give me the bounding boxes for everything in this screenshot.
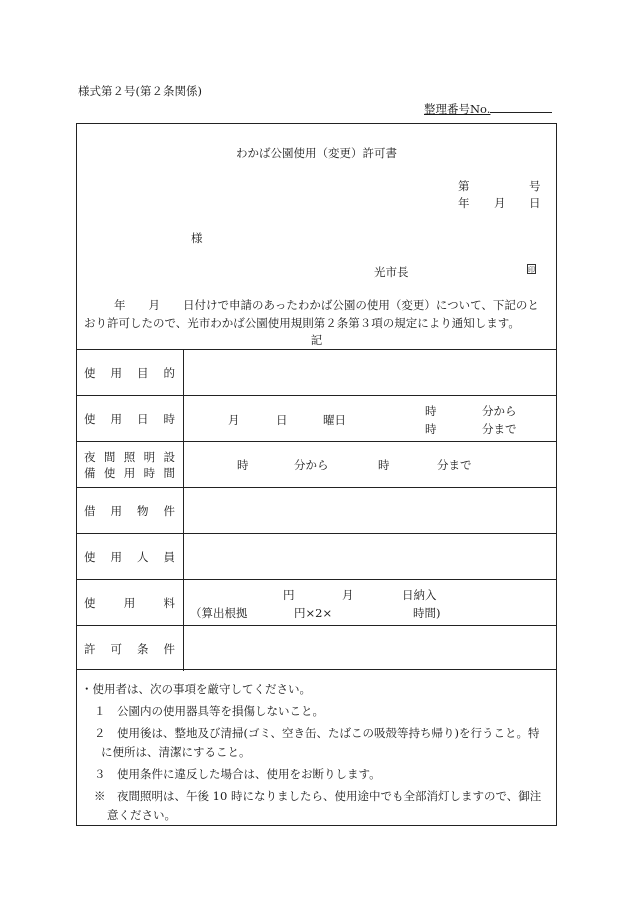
issuer-name: 光市長 xyxy=(374,265,409,279)
fee-payment-day: 日納入 xyxy=(402,588,437,602)
value-rental-items xyxy=(184,488,557,534)
label-char: 使 xyxy=(84,549,96,564)
label-char: 間 xyxy=(103,449,116,464)
label-char: 用 xyxy=(110,365,122,380)
value-night-lighting xyxy=(184,442,557,488)
seal-stamp-icon: 印 xyxy=(528,266,535,274)
ki-heading: 記 xyxy=(310,333,323,347)
label-char: 明 xyxy=(143,449,156,464)
label-rental-items xyxy=(77,488,184,534)
fee-month: 月 xyxy=(342,588,354,602)
label-char: 使 xyxy=(84,365,96,380)
row-night-lighting xyxy=(77,442,556,488)
value-purpose xyxy=(184,350,557,396)
label-char: 使 xyxy=(84,411,96,426)
body-line-1: 年 月 日付けで申請のあったわかば公園の使用（変更）について、下記のと xyxy=(114,298,539,312)
row-rental-items xyxy=(77,488,556,534)
night-end-hour: 時 xyxy=(378,458,390,472)
row-conditions xyxy=(77,626,556,672)
label-char: 件 xyxy=(163,503,175,518)
label-char: 料 xyxy=(163,595,175,610)
reference-number xyxy=(424,101,552,117)
label-char: 物 xyxy=(137,503,149,518)
note-4-line-1: ※ 夜間照明は、午後 10 時になりましたら、使用途中でも全部消灯しますので、御注 xyxy=(94,789,542,803)
datetime-start-hour: 時 xyxy=(425,404,437,418)
datetime-start-minute: 分から xyxy=(482,404,517,418)
row-purpose xyxy=(77,350,556,396)
permit-number-suffix: 号 xyxy=(529,179,541,193)
label-conditions xyxy=(77,626,184,672)
label-char: 使 xyxy=(84,595,96,610)
label-char: 間 xyxy=(163,465,175,480)
label-users xyxy=(77,534,184,580)
label-datetime xyxy=(77,396,184,442)
row-users xyxy=(77,534,556,580)
label-char: 用 xyxy=(110,503,122,518)
note-2-line-1: ２ 使用後は、整地及び清掃(ゴミ、空き缶、たばこの吸殻等持ち帰り)を行うこと。特 xyxy=(94,726,540,740)
night-start-hour: 時 xyxy=(237,458,249,472)
fee-yen: 円 xyxy=(283,588,295,602)
row-fee xyxy=(77,580,556,626)
issue-date-month: 月 xyxy=(494,196,506,210)
value-users xyxy=(184,534,557,580)
document-title: わかば公園使用（変更）許可書 xyxy=(236,146,397,160)
label-char: 人 xyxy=(137,549,149,564)
note-3: ３ 使用条件に違反した場合は、使用をお断りします。 xyxy=(94,767,381,781)
addressee-honorific: 様 xyxy=(191,231,203,245)
body-line-2: おり許可したので、光市わかば公園使用規則第２条第３項の規定により通知します。 xyxy=(84,316,520,330)
label-char: 用 xyxy=(110,549,122,564)
label-fee xyxy=(77,580,184,626)
label-night-lighting xyxy=(77,442,184,488)
value-conditions xyxy=(184,626,557,672)
datetime-end-hour: 時 xyxy=(425,422,437,436)
row-datetime xyxy=(77,396,556,442)
issue-date-year: 年 xyxy=(458,196,470,210)
night-end-minute: 分まで xyxy=(437,458,472,472)
label-char: 用 xyxy=(110,411,122,426)
label-char: 条 xyxy=(137,641,149,656)
label-char: 夜 xyxy=(84,449,96,464)
note-2-line-2: に便所は、清潔にすること。 xyxy=(101,745,251,759)
night-start-minute: 分から xyxy=(294,458,329,472)
form-number-label: 様式第２号(第２条関係) xyxy=(78,84,202,98)
label-char: 使 xyxy=(103,465,116,480)
permit-details-table xyxy=(77,349,556,671)
datetime-day: 日 xyxy=(276,413,288,427)
value-datetime xyxy=(184,396,557,442)
permit-form xyxy=(76,123,557,826)
body-text xyxy=(84,296,552,332)
label-purpose xyxy=(77,350,184,396)
label-char: 借 xyxy=(84,503,96,518)
label-char: 用 xyxy=(123,465,136,480)
fee-basis-open: （算出根拠 xyxy=(190,606,248,620)
note-1: １ 公園内の使用器具等を損傷しないこと。 xyxy=(94,704,324,718)
datetime-end-minute: 分まで xyxy=(482,422,517,436)
label-char: 目 xyxy=(137,365,149,380)
permit-number-prefix: 第 xyxy=(458,179,470,193)
label-char: 時 xyxy=(163,411,175,426)
label-char: 員 xyxy=(163,549,175,564)
fee-basis-formula: 円×2× xyxy=(294,606,333,620)
label-char: 許 xyxy=(84,641,96,656)
issue-date-day: 日 xyxy=(529,196,541,210)
label-char: 的 xyxy=(163,365,175,380)
datetime-month: 月 xyxy=(228,413,240,427)
note-intro: ・使用者は、次の事項を厳守してください。 xyxy=(81,682,311,696)
note-4-line-2: 意ください。 xyxy=(107,808,176,822)
usage-notes xyxy=(77,669,556,822)
label-char: 設 xyxy=(163,449,175,464)
label-char: 備 xyxy=(84,465,96,480)
reference-number-label: 整理番号No. xyxy=(424,102,491,116)
label-char: 可 xyxy=(110,641,122,656)
datetime-weekday: 曜日 xyxy=(323,413,346,427)
label-char: 時 xyxy=(143,465,156,480)
fee-basis-hours: 時間) xyxy=(413,606,441,620)
reference-number-blank xyxy=(490,101,552,113)
label-char: 日 xyxy=(137,411,149,426)
label-char: 照 xyxy=(123,449,136,464)
label-char: 用 xyxy=(123,595,136,610)
value-fee xyxy=(184,580,557,626)
label-char: 件 xyxy=(163,641,175,656)
